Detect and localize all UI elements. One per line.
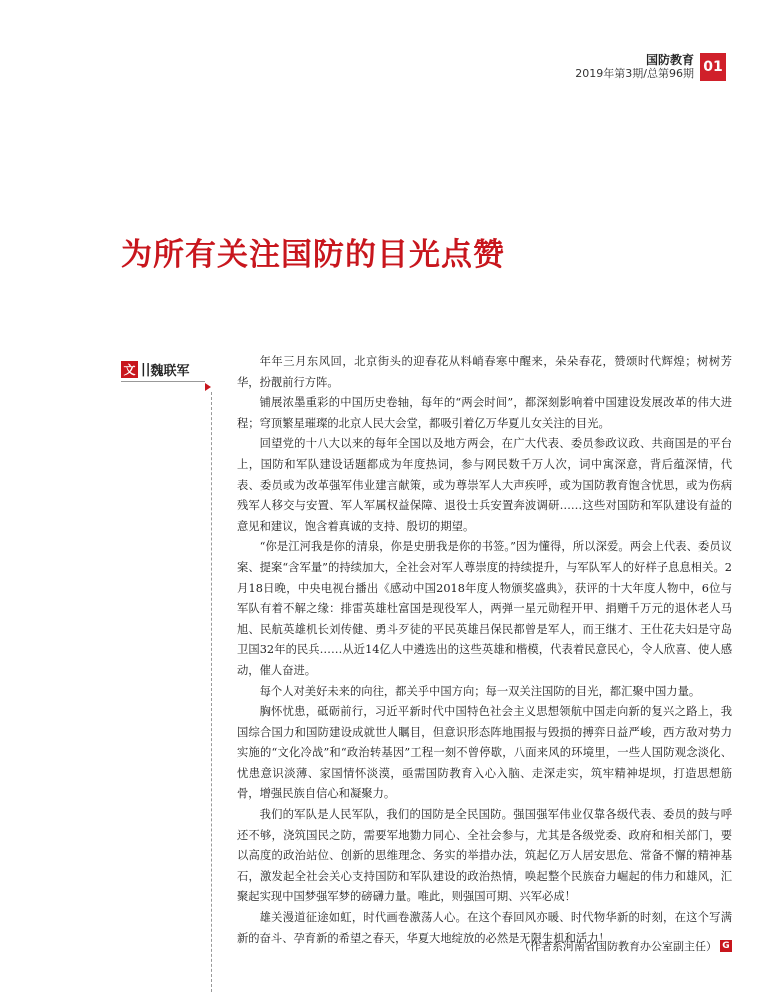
paragraph: 每个人对美好未来的向往，都关乎中国方向；每一双关注国防的目光，都汇聚中国力量。 — [259, 684, 701, 698]
article-body — [237, 352, 732, 949]
paragraph: 年年三月东风回，北京街头的迎春花从料峭春寒中醒来，朵朵春花，赞颂时代辉煌；树树芳华，扮靓前行方阵。 — [237, 355, 732, 389]
author-separator: || — [141, 362, 151, 377]
dashed-divider — [211, 392, 212, 992]
page-number: 01 — [700, 53, 726, 81]
author-badge: 文 — [121, 361, 138, 378]
author-name: 魏联军 — [150, 364, 190, 379]
issue-info: 2019年第3期/总第96期 — [575, 67, 694, 80]
paragraph: 胸怀忧患，砥砺前行，习近平新时代中国特色社会主义思想领航中国走向新的复兴之路上，我国综合国力和国防建设成就世人瞩目，但意识形态阵地围报与毁损的搏弈日益严峻，西方敌对势力实施的“文化冷战”和“政治转基因”工程一刻不曾停歇，八面来风的环境里，一些人国防观念淡化、忧患意识淡薄、家国情怀淡漠，亟需国防教育入心入脑、走深走实，筑牢精神堤坝，打造思想筋骨，增强民族自信心和凝聚力。 — [237, 705, 732, 801]
author-rule — [121, 381, 205, 382]
author-note-text: （作者系河南省国防教育办公室副主任） — [519, 940, 717, 953]
paragraph: 回望党的十八大以来的每年全国以及地方两会，在广大代表、委员参政议政、共商国是的平台上，国防和军队建设话题都成为年度热词，参与网民数千万人次，词中寓深意，背后蕴深情，代表、委员或为改革强军伟业建言献策，或为尊崇军人大声疾呼，或为国防教育饱含忧思，或为伤病残军人移交与安置、军人军属权益保障、退役士兵安置奔波调研……这些对国防和军队建设有益的意见和建议，饱含着真诚的支持、殷切的期望。 — [237, 437, 732, 533]
paragraph: 我们的军队是人民军队，我们的国防是全民国防。强国强军伟业仅靠各级代表、委员的鼓与呼还不够，浇筑国民之防，需要军地勠力同心、全社会参与，尤其是各级党委、政府和相关部门，要以高度的政治站位、创新的思维理念、务实的举措办法，筑起亿万人居安思危、常备不懈的精神基石，激发起全社会关心支持国防和军队建设的政治热情，唤起整个民族奋力崛起的伟力和雄风，汇聚起实现中国梦强军梦的磅礴力量。唯此，则强国可期、兴军必成！ — [237, 808, 732, 904]
paragraph: 铺展浓墨重彩的中国历史卷轴，每年的“两会时间”，都深刻影响着中国建设发展改革的伟大进程；穹顶繁星璀璨的北京人民大会堂，都吸引着亿万华夏儿女关注的目光。 — [237, 396, 732, 430]
author-byline — [121, 360, 190, 379]
end-mark-icon: G — [720, 940, 732, 952]
article-title: 为所有关注国防的目光点赞 — [121, 237, 505, 273]
magazine-name: 国防教育 — [645, 53, 694, 67]
page-header — [575, 53, 726, 81]
author-note — [519, 938, 732, 954]
header-text — [575, 53, 694, 81]
arrow-icon — [205, 383, 211, 391]
paragraph: “你是江河我是你的清泉，你是史册我是你的书签。”因为懂得，所以深爱。两会上代表、委员议案、提案“含军量”的持续加大，全社会对军人尊崇度的持续提升，与军队军人的好样子息息相关。2月18日晚，中央电视台播出《感动中国2018年度人物颁奖盛典》，获评的十大年度人物中，6位与军队有着不解之缘：排雷英雄杜富国是现役军人，两弹一星元勋程开甲、捐赠千万元的退休老人马旭、民航英雄机长刘传健、勇斗歹徒的平民英雄吕保民都曾是军人，而王继才、王仕花夫妇是守岛卫国32年的民兵……从近14亿人中遴选出的这些英雄和楷模，代表着民意民心，令人欣喜、使人感动，催人奋进。 — [237, 540, 732, 677]
paragraph: 雄关漫道征途如虹，时代画卷激荡人心。在这个春回风亦暖、时代物华新的时刻，在这个写满新的奋斗、孕育新的希望之春天，华夏大地绽放的必然是无限生机和活力！ — [237, 911, 732, 945]
